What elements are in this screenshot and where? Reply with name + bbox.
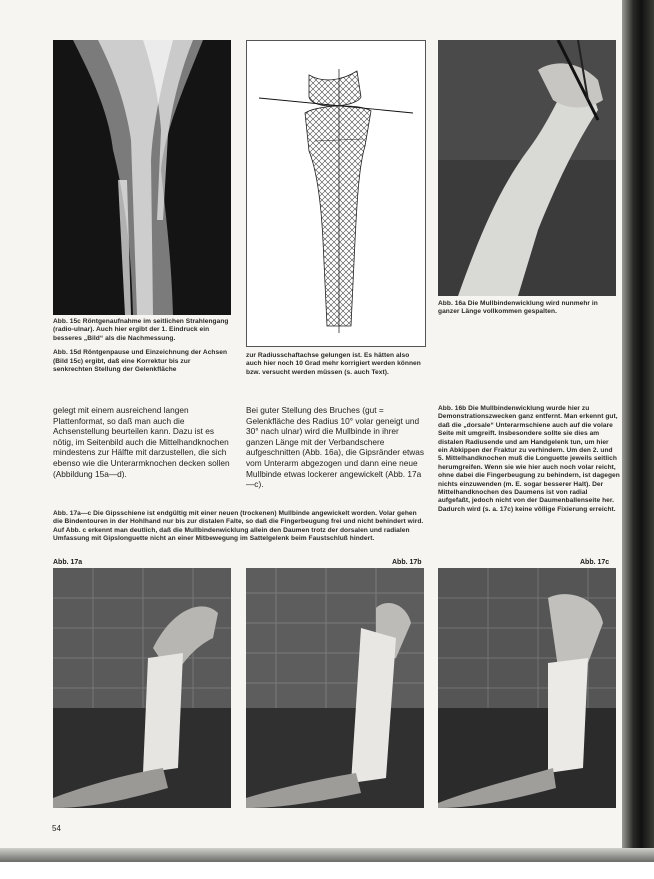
caption-15c bbox=[53, 318, 231, 380]
caption-16b-text: Abb. 16b Die Mullbindenwicklung wurde hier zu Demonstrationszwecken ganz entfernt. Man erkennt gut, daß die „dorsale“ Unterarmschiene auch auf die volare Seite mit umgreift. Insbesondere sollte sie dies am distalen Radiusende und am Handgelenk tun, um hier ein Abkippen der Fraktur zu verhindern. Um den 2. und 5. Mittelhandknochen muß die Longuette jeweils seitlich herumgreifen. Wenn sie wie hier auch noch volar reicht, ohne dabei die Fingerbeugung zu behindern, ist dagegen nichts einzuwenden (m. E. sogar besserer Halt). Der Mittelhandknochen des Daumens ist von radial aufgefaßt, jedoch nicht von der Daumenballenseite her. Dadurch wird (s. a. 17c) keine völlige Fixierung erreicht. bbox=[438, 405, 620, 513]
caption-16b bbox=[438, 405, 620, 520]
caption-15d-text: Abb. 15d Röntgenpause und Einzeichnung der Achsen (Bild 15c) ergibt, daß eine Korrektur bis zur senkrechten Stellung der Gelenkfläche bbox=[53, 349, 228, 374]
label-17c: Abb. 17c bbox=[580, 559, 610, 566]
photo-17c bbox=[438, 568, 616, 808]
caption-15d-cont bbox=[246, 352, 424, 383]
caption-17 bbox=[53, 510, 428, 550]
tracing-diagram-15d bbox=[246, 40, 426, 347]
page-number: 54 bbox=[52, 824, 61, 833]
caption-16a bbox=[438, 300, 620, 323]
label-17b: Abb. 17b bbox=[392, 559, 422, 566]
caption-15d-cont-text: zur Radiusschaftachse gelungen ist. Es hätten also auch hier noch 10 Grad mehr korrigiert werden können bzw. versucht werden müssen (s. auch Text). bbox=[246, 352, 421, 376]
xray-photo-15c bbox=[53, 40, 231, 315]
page-bottom-edge bbox=[0, 848, 654, 862]
label-17a: Abb. 17a bbox=[53, 559, 83, 566]
page-edge-shadow bbox=[622, 0, 654, 860]
photo-17b bbox=[246, 568, 424, 808]
caption-16a-text: Abb. 16a Die Mullbindenwicklung wird nunmehr in ganzer Länge vollkommen gespalten. bbox=[438, 300, 598, 316]
body-text-col2: Bei guter Stellung des Bruches (gut = Gelenkfläche des Radius 10° volar geneigt und 30° nach ulnar) wird die Mullbinde in ihrer ganzen Länge mit der Verbandschere aufgeschnitten (Abb. 16a), die Gipsränder etwas vom Unterarm abgezogen und dann eine neue Mullbinde etwas lockerer angewickelt (Abb. 17a—c). bbox=[246, 405, 425, 490]
body-text-col1: gelegt mit einem ausreichend langen Plattenformat, so daß man auch die Achsenstellung beurteilen kann. Dazu ist es nötig, im Seitenbild auch die Mittelhandknochen mindestens zur Hälfte mit darzustellen, die sich ebenso wie die Unterarmknochen decken sollen (Abbildung 15a—d). bbox=[53, 405, 230, 479]
caption-15c-text: Abb. 15c Röntgenaufnahme im seitlichen Strahlengang (radio-ulnar). Auch hier ergibt der 1. Eindruck ein besseres „Bild“ als die Nachmessung. bbox=[53, 318, 229, 342]
photo-16a bbox=[438, 40, 616, 296]
caption-17-text: Abb. 17a—c Die Gipsschiene ist endgültig mit einer neuen (trockenen) Mullbinde angewickelt worden. Volar gehen die Bindentouren in der Hohlhand nur bis zur distalen Falte, so daß die Fingerbeugung frei und nicht behindert wird. Auf Abb. c erkennt man deutlich, daß die Mullbindenwicklung allein den Daumen trotz der dorsalen und radialen Umfassung mit Gipslonguette nicht an einer Mitbewegung im Sattelgelenk beim Faustschluß hindert. bbox=[53, 510, 424, 543]
photo-17a bbox=[53, 568, 231, 808]
